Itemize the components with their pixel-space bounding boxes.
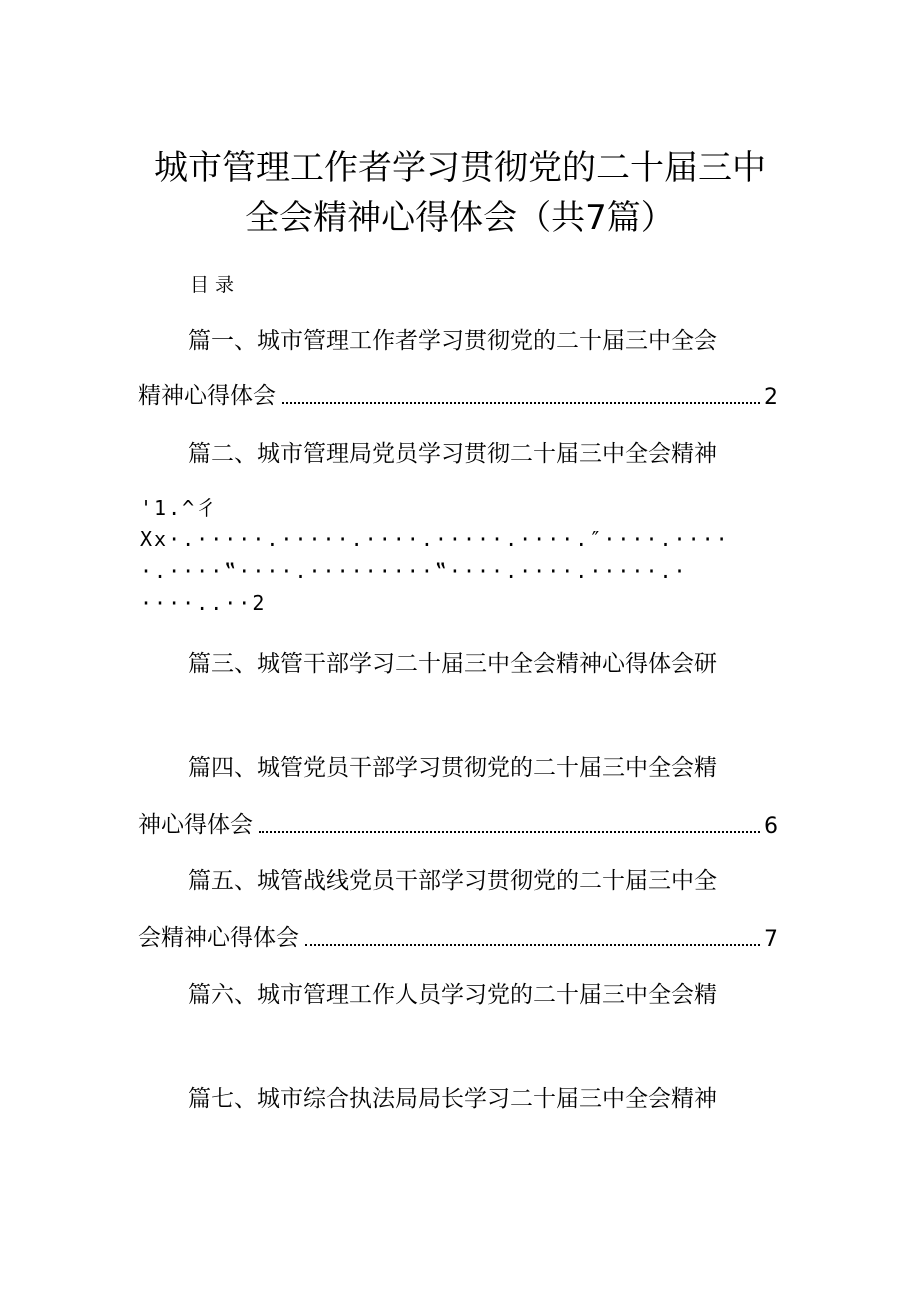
toc-entry-2-heading: 篇二、城市管理局党员学习贯彻二十届三中全会精神 bbox=[188, 441, 717, 467]
garbled-text-line-3: ·.····‟····.·········‟····.····.·····.· bbox=[140, 559, 688, 583]
toc-entry-6-heading: 篇六、城市管理工作人员学习党的二十届三中全会精 bbox=[188, 982, 717, 1008]
toc-entry-3-heading: 篇三、城管干部学习二十届三中全会精神心得体会研 bbox=[188, 651, 717, 677]
toc-entry-1-text: 精神心得体会 bbox=[138, 383, 276, 409]
title-line-2: 全会精神心得体会（共7篇） bbox=[245, 198, 675, 238]
toc-entry-5-heading: 篇五、城管战线党员干部学习贯彻党的二十届三中全 bbox=[188, 868, 717, 894]
title-line-1: 城市管理工作者学习贯彻党的二十届三中 bbox=[154, 148, 766, 188]
toc-entry-4-text: 神心得体会 bbox=[138, 812, 253, 838]
toc-entry-4-heading: 篇四、城管党员干部学习贯彻党的二十届三中全会精 bbox=[188, 755, 717, 781]
toc-entry-1-continuation bbox=[138, 377, 778, 410]
toc-entry-1-page: 2 bbox=[764, 385, 778, 410]
garbled-text-line-4: ····..··2 bbox=[140, 591, 267, 615]
toc-entry-5-continuation bbox=[138, 919, 778, 952]
dot-leader bbox=[282, 402, 760, 404]
toc-entry-5-text: 会精神心得体会 bbox=[138, 925, 299, 951]
toc-entry-7-heading: 篇七、城市综合执法局局长学习二十届三中全会精神 bbox=[188, 1086, 717, 1112]
toc-entry-4-page: 6 bbox=[764, 814, 778, 839]
toc-heading: 目录 bbox=[190, 274, 241, 296]
dot-leader bbox=[305, 944, 760, 946]
toc-entry-5-page: 7 bbox=[764, 927, 778, 952]
garbled-text-line-2: Xx·.·····.·····.····.·····.····.″····.···· bbox=[140, 527, 730, 551]
dot-leader bbox=[259, 831, 760, 833]
garbled-text-line-1: '1.^彳 bbox=[140, 496, 219, 520]
toc-entry-4-continuation bbox=[138, 806, 778, 839]
toc-entry-1-heading: 篇一、城市管理工作者学习贯彻党的二十届三中全会 bbox=[188, 328, 717, 354]
